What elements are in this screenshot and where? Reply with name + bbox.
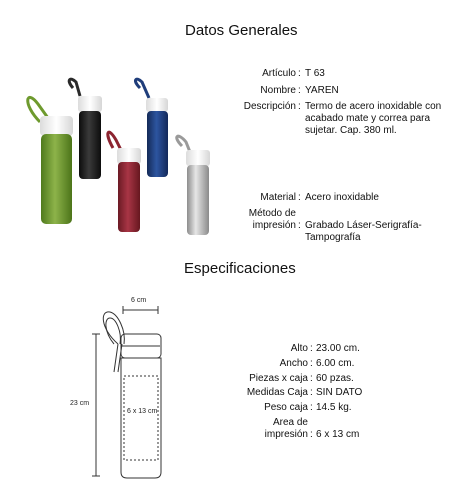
field-value: Grabado Láser-Serigrafía-Tampografía — [305, 220, 422, 243]
spec-ancho — [0, 358, 470, 372]
spec-value: 14.5 kg. — [316, 402, 352, 413]
field-label: Descripción — [243, 101, 296, 112]
spec-label: Alto — [290, 343, 308, 354]
colon: : — [310, 373, 313, 384]
spec-label: Peso caja — [264, 402, 308, 413]
field-label: Artículo — [262, 68, 296, 79]
spec-label: Area de impresión — [264, 417, 308, 440]
width-dimension-label: 6 cm — [131, 297, 147, 304]
field-value: Termo de acero inoxidable con acabado mate y correa para sujetar. Cap. 380 ml. — [305, 101, 442, 136]
colon: : — [298, 68, 301, 79]
spec-value: 6 x 13 cm — [316, 429, 360, 440]
general-heading: Datos Generales — [185, 22, 298, 39]
field-label: Nombre — [260, 85, 296, 96]
colon: : — [298, 85, 301, 96]
spec-value: 6.00 cm. — [316, 358, 355, 369]
spec-area-impresion — [0, 417, 470, 445]
spec-alto — [0, 343, 470, 357]
spec-label: Ancho — [279, 358, 308, 369]
spec-peso-caja — [0, 402, 470, 416]
colon: : — [310, 343, 313, 354]
specs-heading: Especificaciones — [184, 260, 296, 277]
colon: : — [310, 429, 313, 440]
field-label: Material — [260, 192, 296, 203]
field-value: T 63 — [305, 68, 325, 79]
colon: : — [298, 220, 301, 231]
spec-value: 23.00 cm. — [316, 343, 360, 354]
colon: : — [310, 358, 313, 369]
field-label: Método de impresión — [248, 208, 296, 231]
spec-label: Piezas x caja — [249, 373, 308, 384]
spec-label: Medidas Caja — [246, 387, 308, 398]
spec-value: 60 pzas. — [316, 373, 354, 384]
print-area-label: 6 x 13 cm — [127, 408, 158, 415]
colon: : — [298, 101, 301, 112]
colon: : — [310, 402, 313, 413]
colon: : — [298, 192, 301, 203]
field-value: Acero inoxidable — [305, 192, 379, 203]
spec-piezas — [0, 373, 470, 387]
spec-medidas-caja — [0, 387, 470, 401]
colon: : — [310, 387, 313, 398]
height-dimension-label: 23 cm — [70, 400, 90, 407]
spec-value: SIN DATO — [316, 387, 363, 398]
field-value: YAREN — [305, 85, 339, 96]
